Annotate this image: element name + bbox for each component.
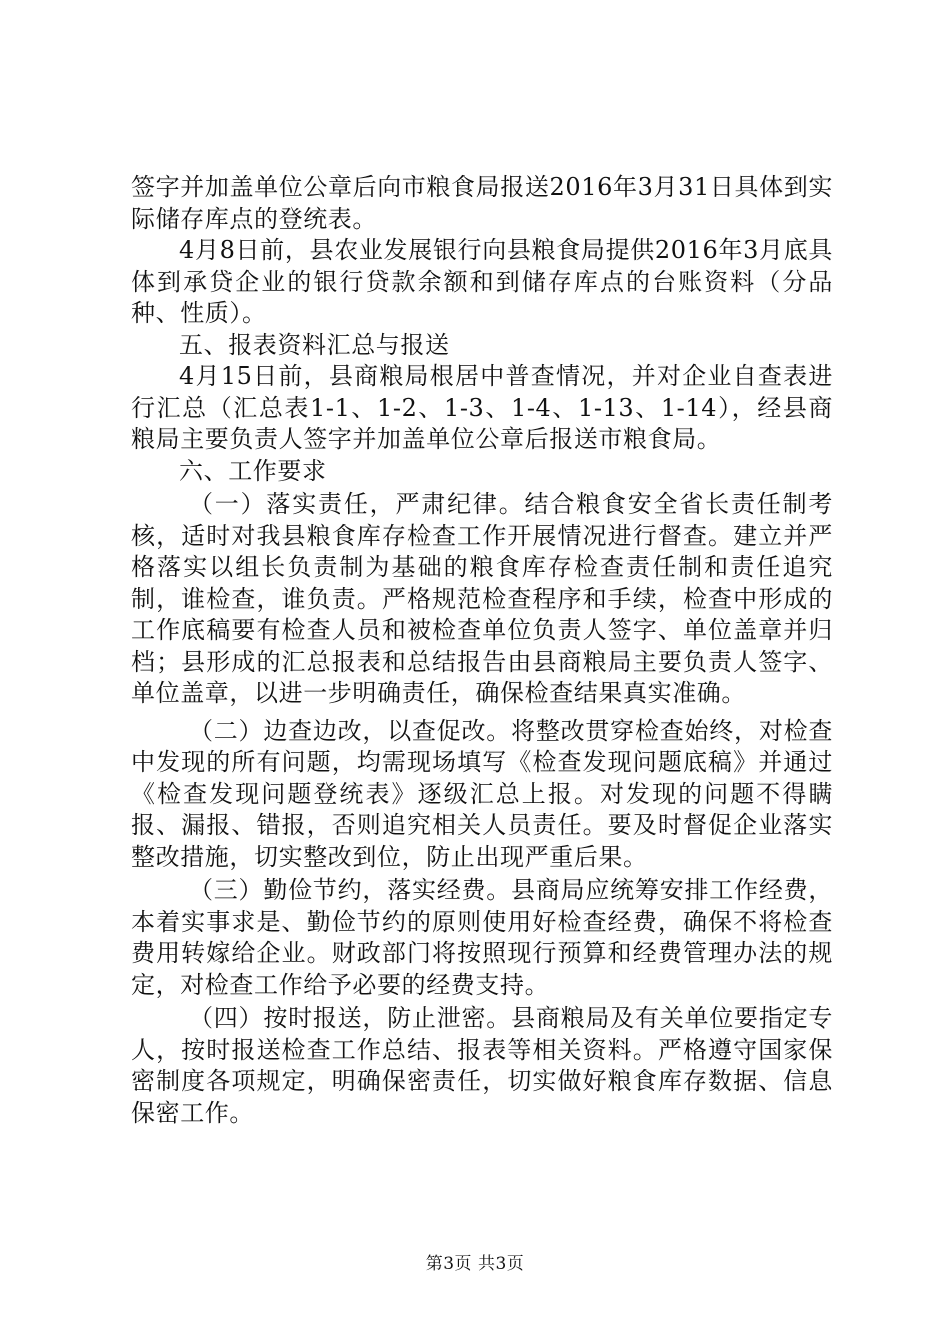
- paragraph-requirement-2: （二）边查边改，以查促改。将整改贯穿检查始终，对检查中发现的所有问题，均需现场填写《检查发现问题底稿》并通过《检查发现问题登统表》逐级汇总上报。对发现的问题不得瞒报、漏报、错报，否则追究相关人员责任。要及时督促企业落实整改措施，切实整改到位，防止出现严重后果。: [131, 716, 833, 871]
- paragraph-requirement-3: （三）勤俭节约，落实经费。县商局应统筹安排工作经费，本着实事求是、勤俭节约的原则使用好检查经费，确保不将检查费用转嫁给企业。财政部门将按照现行预算和经费管理办法的规定，对检查工作给予必要的经费支持。: [131, 876, 833, 999]
- document-body: [131, 172, 833, 1129]
- paragraph-bank-report: 4月8日前，县农业发展银行向县粮食局提供2016年3月底具体到承贷企业的银行贷款余额和到储存库点的台账资料（分品种、性质）。: [131, 236, 833, 327]
- section-heading-6: 六、工作要求: [179, 456, 327, 485]
- paragraph-requirement-4: （四）按时报送，防止泄密。县商粮局及有关单位要指定专人，按时报送检查工作总结、报表等相关资料。严格遵守国家保密制度各项规定，明确保密责任，切实做好粮食库存数据、信息保密工作。: [131, 1004, 833, 1127]
- section-heading-5: 五、报表资料汇总与报送: [179, 330, 450, 359]
- paragraph-summary-report: 4月15日前，县商粮局根居中普查情况，并对企业自查表进行汇总（汇总表1-1、1-2、1-3、1-4、1-13、1-14），经县商粮局主要负责人签字并加盖单位公章后报送市粮食局。: [131, 362, 833, 453]
- page-number: 第3页 共3页: [425, 1254, 525, 1274]
- paragraph-continuation: 签字并加盖单位公章后向市粮食局报送2016年3月31日具体到实际储存库点的登统表。: [131, 173, 833, 233]
- paragraph-requirement-1: （一）落实责任，严肃纪律。结合粮食安全省长责任制考核，适时对我县粮食库存检查工作开展情况进行督查。建立并严格落实以组长负责制为基础的粮食库存检查责任制和责任追究制，谁检查，谁负责。严格规范检查程序和手续，检查中形成的工作底稿要有检查人员和被检查单位负责人签字、单位盖章并归档；县形成的汇总报表和总结报告由县商粮局主要负责人签字、单位盖章，以进一步明确责任，确保检查结果真实准确。: [131, 490, 833, 707]
